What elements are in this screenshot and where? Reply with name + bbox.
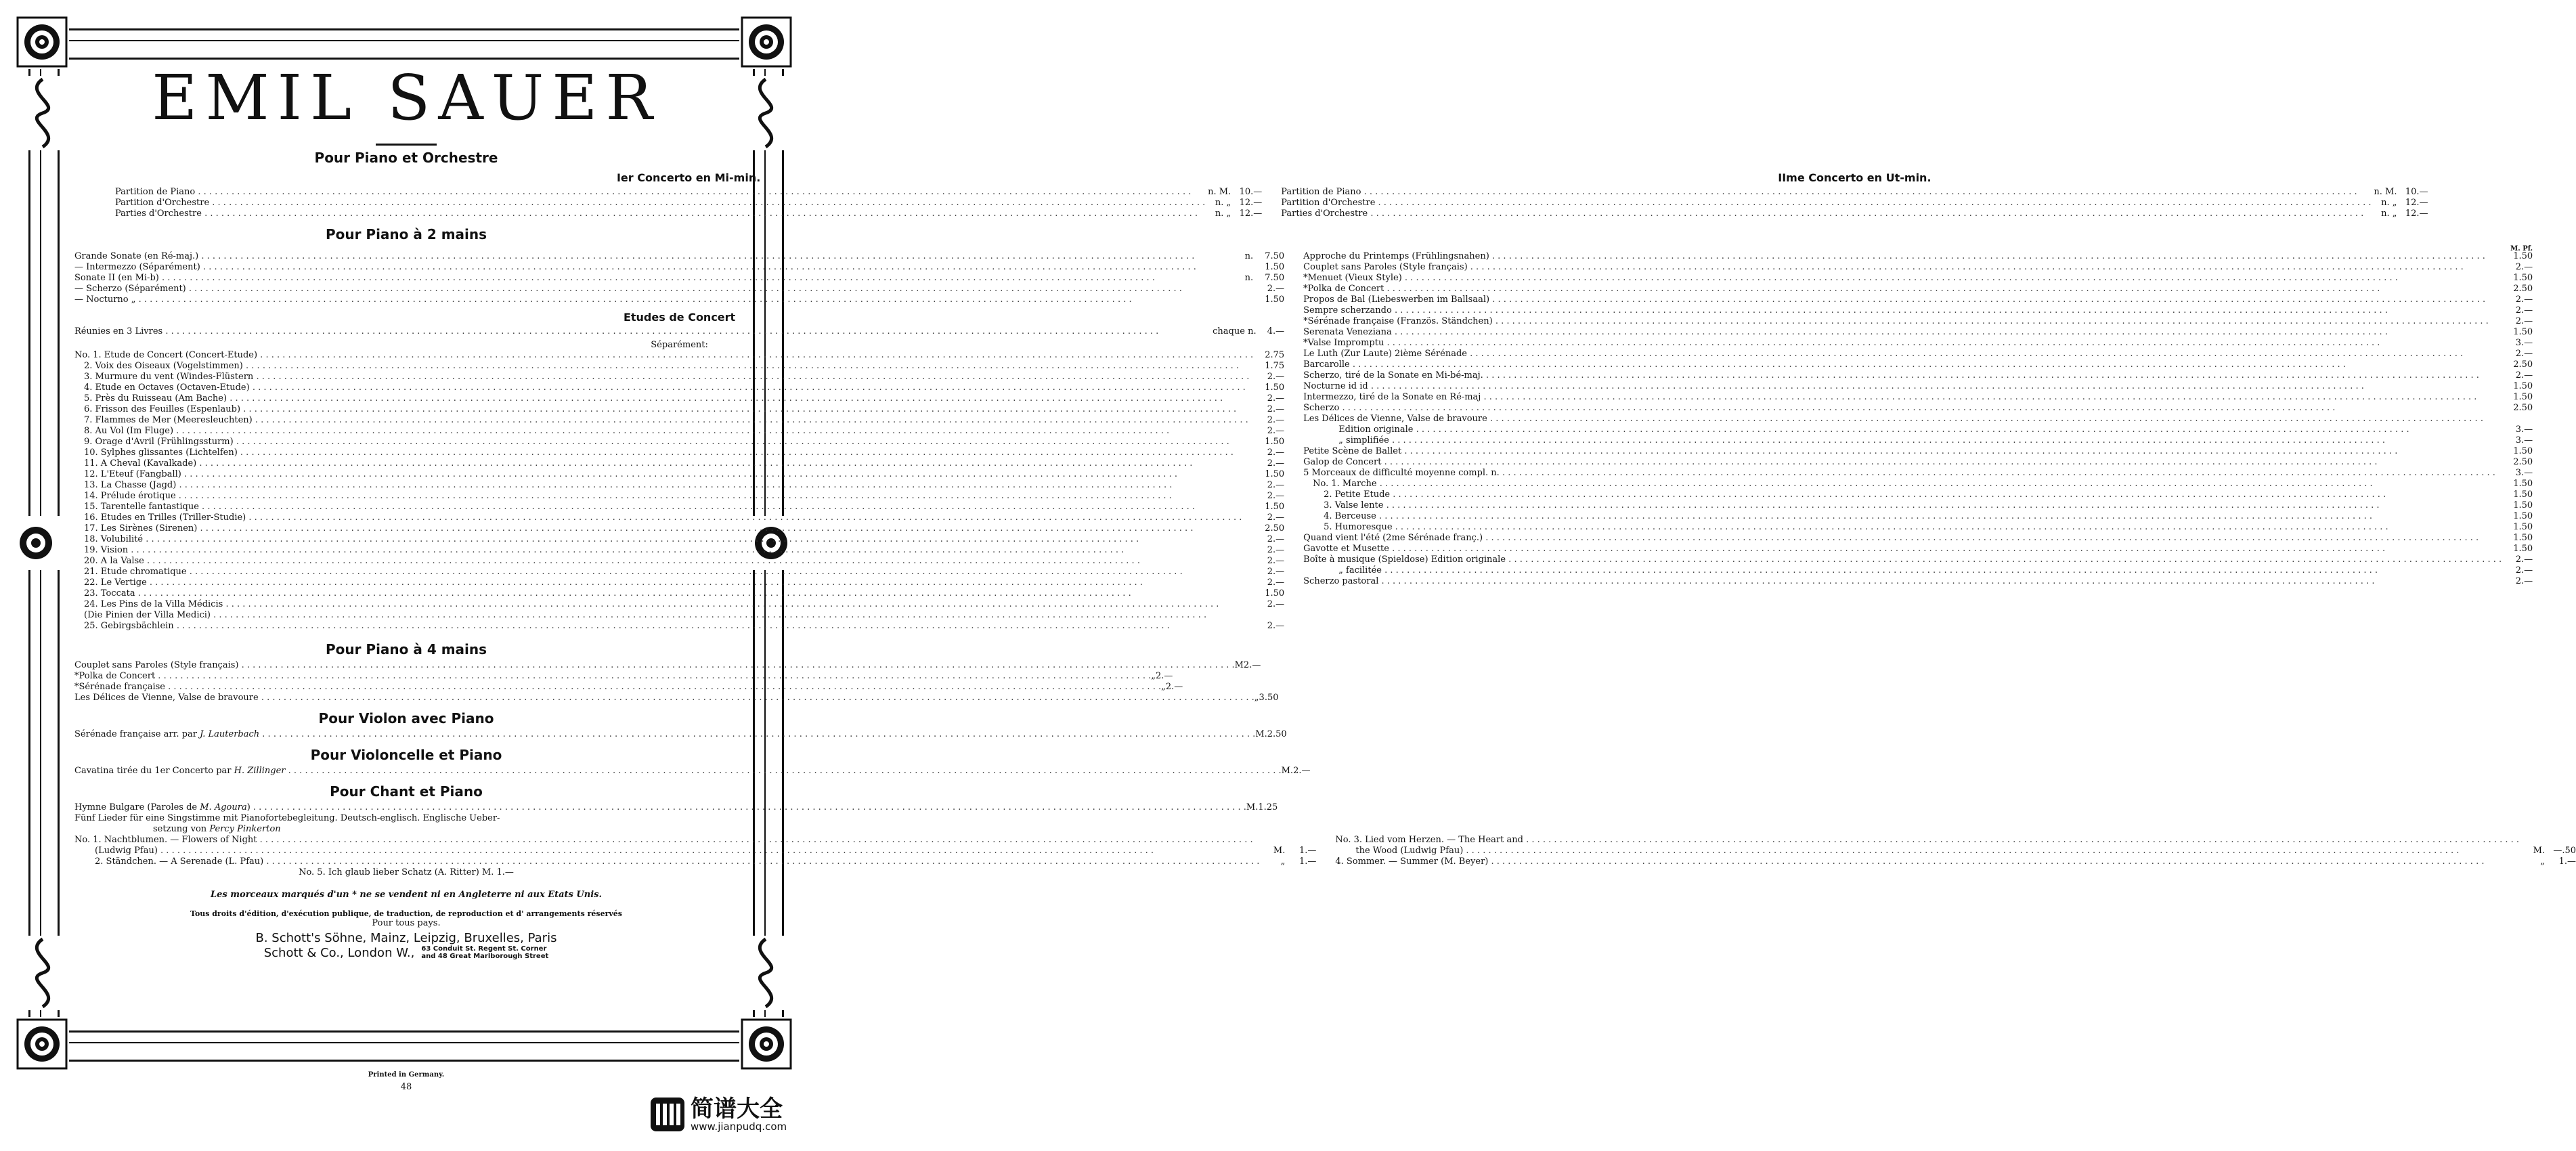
- list-item: Le Luth (Zur Laute) 2ième Sérénade . . . 2.—: [1303, 349, 2533, 360]
- loop-ornament-icon: [19, 936, 66, 1010]
- list-item: 9. Orage d'Avril (Frühlingssturm) . . . 1.50: [74, 437, 1284, 448]
- rights-countries: Pour tous pays.: [372, 918, 441, 928]
- list-item: No. 3. Lied vom Herzen. — The Heart and . . .: [1335, 835, 2576, 846]
- concerto-1-title: Ier Concerto en Mi-min.: [616, 171, 761, 184]
- list-item: *Sérénade française . . . „ 2.—: [74, 682, 738, 693]
- list-item: *Menuet (Vieux Style) . . . 1.50: [1303, 273, 2533, 284]
- lieder-columns: [74, 835, 2576, 867]
- list-item: 18. Volubilité . . . 2.—: [74, 534, 1284, 545]
- list-item: 2. Petite Etude . . . 1.50: [1303, 490, 2533, 500]
- list-item: 5. Humoresque . . . 1.50: [1303, 522, 2533, 533]
- list-item: (Ludwig Pfau) . . . M. 1.—: [74, 846, 1316, 856]
- price-column-header: M. Pf.: [2510, 245, 2533, 253]
- list-item: 4. Etude en Octaves (Octaven-Etude) . . . 1.50: [74, 383, 1284, 393]
- list-item: Edition originale . . . 3.—: [1303, 425, 2533, 435]
- list-item: *Polka de Concert . . . 2.50: [1303, 284, 2533, 295]
- list-item: „ simplifiée . . . 3.—: [1303, 435, 2533, 446]
- concerto-2-title: IIme Concerto en Ut-min.: [1778, 171, 1931, 184]
- list-item: 3. Murmure du vent (Windes-Flüstern . . . 2.—: [74, 372, 1284, 383]
- list-item: 4. Berceuse . . . 1.50: [1303, 511, 2533, 522]
- list-item: — Intermezzo (Séparément) . . . 1.50: [74, 262, 1284, 273]
- list-item: 14. Prélude érotique . . . 2.—: [74, 491, 1284, 502]
- list-item: 6. Frisson des Feuilles (Espenlaub) . . . 2.—: [74, 404, 1284, 415]
- list-item: 16. Etudes en Trilles (Triller-Studie) . . . 2.—: [74, 513, 1284, 523]
- list-item: 20. A la Valse . . . 2.—: [74, 556, 1284, 567]
- list-item: Parties d'Orchestre . . . n. „ 12.—: [115, 209, 1262, 219]
- list-item: *Valse Impromptu . . . 3.—: [1303, 338, 2533, 349]
- page-number: 48: [400, 1082, 412, 1092]
- list-item: 17. Les Sirènes (Sirenen) . . . 2.50: [74, 523, 1284, 534]
- list-item: 25. Gebirgsbächlein . . . 2.—: [74, 621, 1284, 632]
- piano-logo-icon: [650, 1097, 685, 1132]
- list-item: Boîte à musique (Spieldose) Edition originale . . . 2.—: [1303, 555, 2533, 565]
- separement-label: Séparément:: [651, 340, 708, 350]
- list-item: 13. La Chasse (Jagd) . . . 2.—: [74, 480, 1284, 491]
- lieder-description: Fünf Lieder für eine Singstimme mit Pianofortebegleitung. Deutsch-englisch. Englische Ueber- setzung von Percy Pinkerton: [74, 813, 500, 834]
- footnote: Les morceaux marqués d'un * ne se vendent ni en Angleterre ni aux Etats Unis.: [211, 890, 602, 900]
- catalog-content: [74, 61, 2576, 960]
- loop-ornament-icon: [742, 936, 789, 1010]
- list-item: Partition d'Orchestre . . . n. „ 12.—: [115, 198, 1262, 209]
- list-item: 23. Toccata . . . 1.50: [74, 588, 1284, 599]
- concerto-2: [1281, 169, 2428, 219]
- list-item: Scherzo . . . 2.50: [1303, 403, 2533, 414]
- list-item: *Sérénade française (Französ. Ständchen) . . . 2.—: [1303, 316, 2533, 327]
- title-rule: [376, 144, 437, 146]
- side-rose-icon: [12, 516, 60, 570]
- list-item: Barcarolle . . . 2.50: [1303, 360, 2533, 370]
- list-item: 22. Le Vertige . . . 2.—: [74, 578, 1284, 588]
- corner-rose-icon: [739, 1017, 793, 1071]
- composer-title: EMIL SAUER: [152, 62, 661, 134]
- loop-ornament-icon: [19, 76, 66, 150]
- list-item: 10. Sylphes glissantes (Lichtelfen) . . . 2.—: [74, 448, 1284, 458]
- section-heading-orchestra: Pour Piano et Orchestre: [314, 150, 498, 166]
- list-item: Sérénade française arr. par J. Lauterbach . . . M. 2.50: [74, 729, 738, 740]
- list-item: Sonate II (en Mi-b) . . . n. 7.50: [74, 273, 1284, 284]
- section-heading-violin: Pour Violon avec Piano: [318, 710, 494, 726]
- lied-no5: No. 5. Ich glaub lieber Schatz (A. Ritter) M. 1.—: [299, 867, 514, 877]
- border-bottom: [42, 1030, 766, 1062]
- list-item: 5 Morceaux de difficulté moyenne compl. n. . . . 3.—: [1303, 468, 2533, 479]
- publisher-line-2: Schott & Co., London W., 63 Conduit St. Regent St. Corner and 48 Great Marlborough Street: [263, 945, 549, 960]
- list-item: Serenata Veneziana . . . 1.50: [1303, 327, 2533, 338]
- list-item: 2. Voix des Oiseaux (Vogelstimmen) . . . 1.75: [74, 361, 1284, 372]
- list-item: No. 1. Marche . . . 1.50: [1303, 479, 2533, 490]
- list-item: (Die Pinien der Villa Medici) . . .: [74, 610, 1284, 621]
- section-heading-cello: Pour Violoncelle et Piano: [310, 747, 502, 763]
- list-item: Scherzo pastoral . . . 2.—: [1303, 576, 2533, 587]
- publisher-line-1: B. Schott's Söhne, Mainz, Leipzig, Bruxelles, Paris: [255, 931, 557, 945]
- list-item: 4. Sommer. — Summer (M. Beyer) . . . „ 1.—: [1335, 856, 2576, 867]
- list-item: Quand vient l'été (2me Sérénade franç.) . . . 1.50: [1303, 533, 2533, 544]
- list-item: Intermezzo, tiré de la Sonate en Ré-maj . . . 1.50: [1303, 392, 2533, 403]
- list-item: 11. A Cheval (Kavalkade) . . . 2.—: [74, 458, 1284, 469]
- list-item: Hymne Bulgare (Paroles de M. Agoura) . . . M. 1.25: [74, 802, 738, 813]
- list-item: Les Délices de Vienne, Valse de bravoure . . . „ 3.50: [74, 693, 738, 703]
- section-heading-two-hands: Pour Piano à 2 mains: [325, 226, 487, 242]
- corner-rose-icon: [15, 1017, 69, 1071]
- concerto-columns: [74, 169, 2428, 219]
- list-item: Les Délices de Vienne, Valse de bravoure . . .: [1303, 414, 2533, 425]
- list-item: „ facilitée . . . 2.—: [1303, 565, 2533, 576]
- watermark-url: www.jianpudq.com: [691, 1121, 787, 1133]
- list-item: Partition d'Orchestre . . . n. „ 12.—: [1281, 198, 2428, 209]
- list-item: 15. Tarentelle fantastique . . . 1.50: [74, 502, 1284, 513]
- list-item: Grande Sonate (en Ré-maj.) . . . n. 7.50: [74, 251, 1284, 262]
- list-item: 2. Ständchen. — A Serenade (L. Pfau) . . . „ 1.—: [74, 856, 1316, 867]
- watermark-title: 简谱大全: [691, 1095, 783, 1123]
- list-item: Partition de Piano . . . n. M. 10.—: [115, 187, 1262, 198]
- list-item: 21. Etude chromatique . . . 2.—: [74, 567, 1284, 578]
- list-item: 24. Les Pins de la Villa Médicis . . . 2.—: [74, 599, 1284, 610]
- list-item: 7. Flammes de Mer (Meeresleuchten) . . . 2.—: [74, 415, 1284, 426]
- corner-rose-icon: [15, 15, 69, 69]
- list-item: Parties d'Orchestre . . . n. „ 12.—: [1281, 209, 2428, 219]
- etudes-heading: Etudes de Concert: [623, 311, 736, 324]
- list-item: Galop de Concert . . . 2.50: [1303, 457, 2533, 468]
- concerto-1: [115, 169, 1262, 219]
- list-item: Scherzo, tiré de la Sonate en Mi-bé-maj. . . . 2.—: [1303, 370, 2533, 381]
- list-item: Nocturne id id . . . 1.50: [1303, 381, 2533, 392]
- two-hands-columns: [74, 245, 2533, 632]
- watermark: [650, 1097, 787, 1132]
- list-item: Réunies en 3 Livres . . . chaque n. 4.—: [74, 326, 1284, 337]
- list-item: No. 1. Nachtblumen. — Flowers of Night . . .: [74, 835, 1316, 846]
- list-item: Couplet sans Paroles (Style français) . . . M 2.—: [74, 660, 738, 671]
- list-item: Sempre scherzando . . . 2.—: [1303, 305, 2533, 316]
- printed-in: Printed in Germany.: [368, 1071, 445, 1079]
- two-hands-right: [1303, 245, 2533, 632]
- list-item: *Polka de Concert . . . „ 2.—: [74, 671, 738, 682]
- list-item: Gavotte et Musette . . . 1.50: [1303, 544, 2533, 555]
- list-item: Propos de Bal (Liebeswerben im Ballsaal) . . . 2.—: [1303, 295, 2533, 305]
- list-item: 5. Près du Ruisseau (Am Bache) . . . 2.—: [74, 393, 1284, 404]
- rights-notice: Tous droits d'édition, d'exécution publique, de traduction, de reproduction et d' arrangements réservés: [190, 909, 622, 918]
- loop-ornament-icon: [742, 76, 789, 150]
- list-item: 3. Valse lente . . . 1.50: [1303, 500, 2533, 511]
- list-item: 19. Vision . . . 2.—: [74, 545, 1284, 556]
- list-item: — Nocturno „ . . . 1.50: [74, 295, 1284, 305]
- list-item: Partition de Piano . . . n. M. 10.—: [1281, 187, 2428, 198]
- list-item: 8. Au Vol (Im Fluge) . . . 2.—: [74, 426, 1284, 437]
- section-heading-voice: Pour Chant et Piano: [330, 783, 483, 800]
- list-item: Petite Scène de Ballet . . . 1.50: [1303, 446, 2533, 457]
- list-item: Approche du Printemps (Frühlingsnahen) . . . 1.50: [1303, 251, 2533, 262]
- section-heading-four-hands: Pour Piano à 4 mains: [325, 641, 487, 657]
- list-item: — Scherzo (Séparément) . . . 2.—: [74, 284, 1284, 295]
- list-item: the Wood (Ludwig Pfau) . . . M. —.50: [1335, 846, 2576, 856]
- list-item: No. 1. Etude de Concert (Concert-Etude) . . . 2.75: [74, 350, 1284, 361]
- corner-rose-icon: [739, 15, 793, 69]
- list-item: Cavatina tirée du 1er Concerto par H. Zillinger . . . M. 2.—: [74, 766, 738, 777]
- list-item: Couplet sans Paroles (Style français) . . . 2.—: [1303, 262, 2533, 273]
- border-top: [42, 28, 766, 60]
- two-hands-left: [74, 245, 1284, 632]
- list-item: 12. L'Eteuf (Fangball) . . . 1.50: [74, 469, 1284, 480]
